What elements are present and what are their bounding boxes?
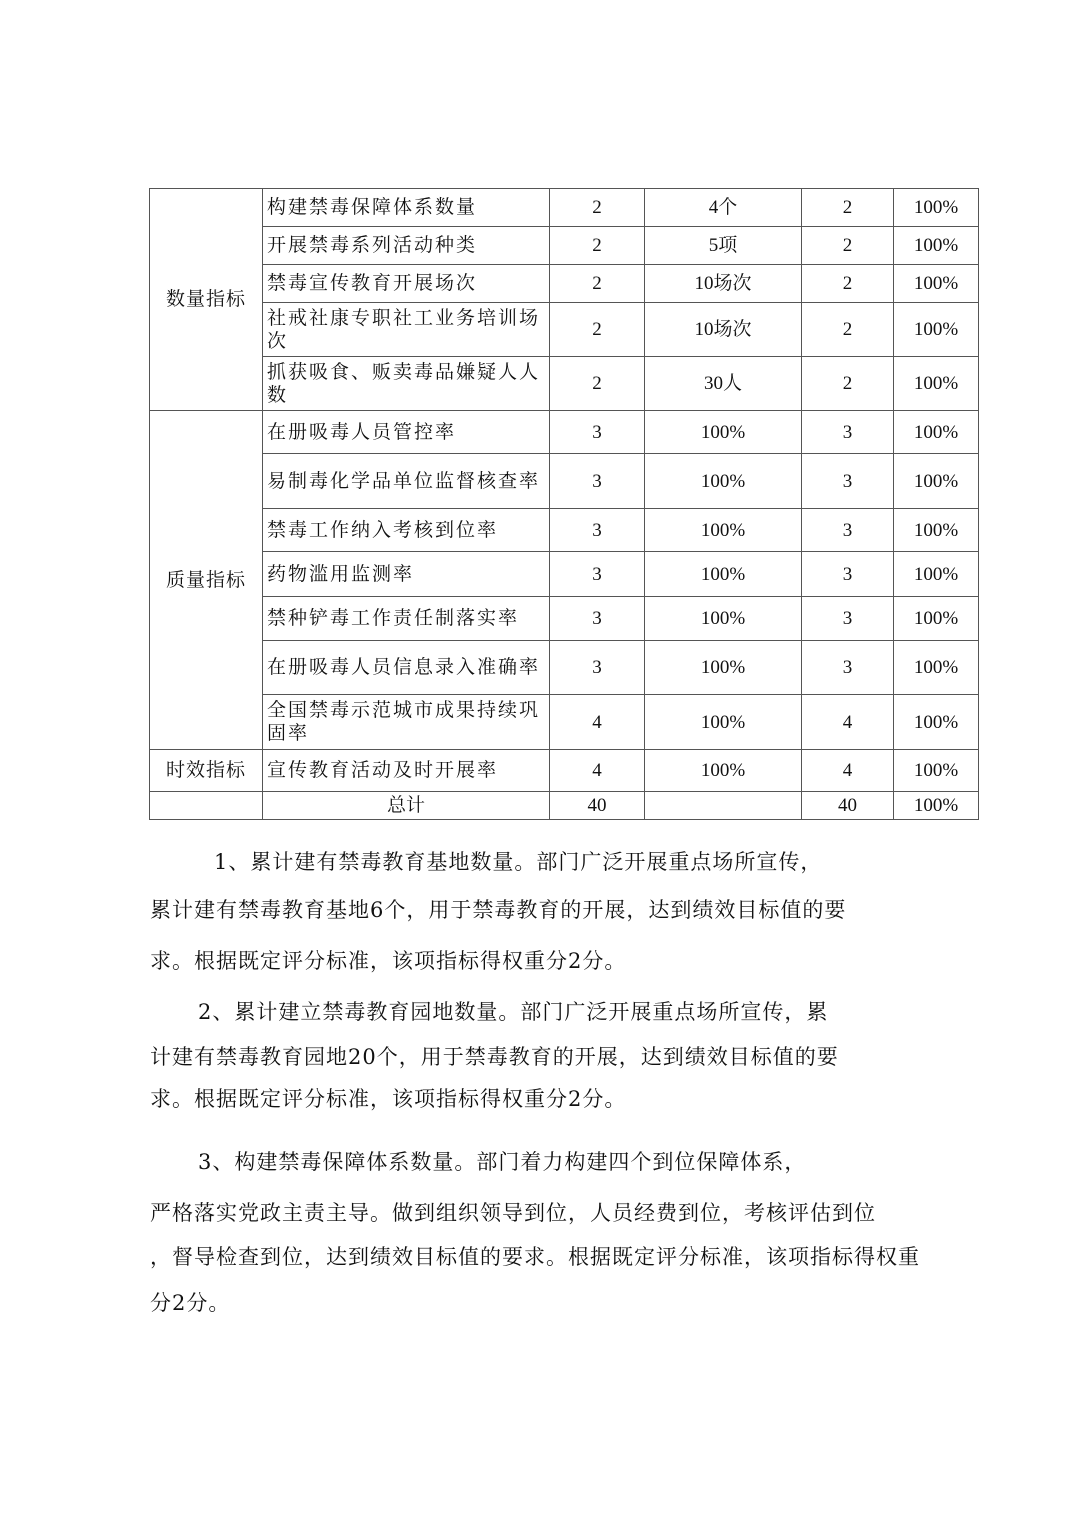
target-cell: 100% [645,641,802,695]
indicator-name: 开展禁毒系列活动种类 [263,227,550,265]
weight-cell: 2 [550,227,645,265]
indicator-name: 抓获吸食、贩卖毒品嫌疑人人数 [263,357,550,411]
target-cell: 5项 [645,227,802,265]
category-cell: 时效指标 [150,750,263,792]
paragraph-line: ，督导检查到位，达到绩效目标值的要求。根据既定评分标准，该项指标得权重 [150,1245,920,1269]
total-score: 40 [802,792,894,820]
paragraph-line: 求。根据既定评分标准，该项指标得权重分2分。 [150,1087,627,1111]
score-cell: 2 [802,227,894,265]
indicator-name: 宣传教育活动及时开展率 [263,750,550,792]
indicator-name: 构建禁毒保障体系数量 [263,189,550,227]
paragraph-line: 求。根据既定评分标准，该项指标得权重分2分。 [150,949,627,973]
indicator-name: 禁种铲毒工作责任制落实率 [263,597,550,641]
weight-cell: 2 [550,265,645,303]
empty-cell [150,792,263,820]
paragraph-line: 计建有禁毒教育园地20个，用于禁毒教育的开展，达到绩效目标值的要 [150,1045,839,1069]
rate-cell: 100% [894,189,979,227]
table-row [150,695,979,750]
indicator-name: 在册吸毒人员信息录入准确率 [263,641,550,695]
target-cell: 4个 [645,189,802,227]
rate-cell: 100% [894,357,979,411]
table-row [150,303,979,357]
paragraph-line: 2、累计建立禁毒教育园地数量。部门广泛开展重点场所宣传，累 [198,1000,829,1024]
rate-cell: 100% [894,750,979,792]
score-cell: 3 [802,411,894,454]
paragraph-line: 分2分。 [150,1291,231,1315]
table-row [150,227,979,265]
indicator-name: 社戒社康专职社工业务培训场次 [263,303,550,357]
weight-cell: 3 [550,411,645,454]
table-row [150,509,979,552]
target-cell: 100% [645,454,802,509]
score-cell: 2 [802,357,894,411]
table-row [150,454,979,509]
target-cell: 10场次 [645,265,802,303]
category-cell: 质量指标 [150,411,263,750]
rate-cell: 100% [894,227,979,265]
weight-cell: 2 [550,303,645,357]
score-cell: 2 [802,189,894,227]
table-row [150,411,979,454]
table-row [150,265,979,303]
category-cell: 数量指标 [150,189,263,411]
weight-cell: 2 [550,189,645,227]
target-cell: 100% [645,509,802,552]
weight-cell: 3 [550,509,645,552]
score-cell: 3 [802,597,894,641]
table-row [150,597,979,641]
score-cell: 3 [802,509,894,552]
rate-cell: 100% [894,641,979,695]
indicator-name: 易制毒化学品单位监督核查率 [263,454,550,509]
target-cell: 100% [645,695,802,750]
total-label: 总计 [263,792,550,820]
rate-cell: 100% [894,552,979,597]
indicator-name: 药物滥用监测率 [263,552,550,597]
paragraph-line: 严格落实党政主责主导。做到组织领导到位，人员经费到位，考核评估到位 [150,1201,876,1225]
score-cell: 3 [802,454,894,509]
weight-cell: 4 [550,695,645,750]
rate-cell: 100% [894,411,979,454]
indicator-name: 禁毒宣传教育开展场次 [263,265,550,303]
total-target [645,792,802,820]
indicator-name: 全国禁毒示范城市成果持续巩固率 [263,695,550,750]
weight-cell: 2 [550,357,645,411]
weight-cell: 3 [550,597,645,641]
table-row [150,750,979,792]
rate-cell: 100% [894,454,979,509]
paragraph-line: 3、构建禁毒保障体系数量。部门着力构建四个到位保障体系， [198,1150,807,1174]
score-cell: 2 [802,303,894,357]
weight-cell: 3 [550,641,645,695]
target-cell: 30人 [645,357,802,411]
target-cell: 100% [645,750,802,792]
rate-cell: 100% [894,303,979,357]
indicator-name: 禁毒工作纳入考核到位率 [263,509,550,552]
paragraph-line: 1、累计建有禁毒教育基地数量。部门广泛开展重点场所宣传， [214,850,823,874]
weight-cell: 4 [550,750,645,792]
target-cell: 100% [645,411,802,454]
target-cell: 100% [645,552,802,597]
performance-indicator-table [149,188,979,820]
table-row [150,552,979,597]
weight-cell: 3 [550,552,645,597]
paragraph-line: 累计建有禁毒教育基地6个，用于禁毒教育的开展，达到绩效目标值的要 [150,898,847,922]
score-cell: 2 [802,265,894,303]
total-rate: 100% [894,792,979,820]
score-cell: 3 [802,641,894,695]
target-cell: 100% [645,597,802,641]
total-row [150,792,979,820]
target-cell: 10场次 [645,303,802,357]
indicator-name: 在册吸毒人员管控率 [263,411,550,454]
rate-cell: 100% [894,265,979,303]
weight-cell: 3 [550,454,645,509]
table-row [150,189,979,227]
table-row [150,641,979,695]
rate-cell: 100% [894,509,979,552]
rate-cell: 100% [894,597,979,641]
table-row [150,357,979,411]
score-cell: 3 [802,552,894,597]
score-cell: 4 [802,750,894,792]
total-weight: 40 [550,792,645,820]
score-cell: 4 [802,695,894,750]
rate-cell: 100% [894,695,979,750]
